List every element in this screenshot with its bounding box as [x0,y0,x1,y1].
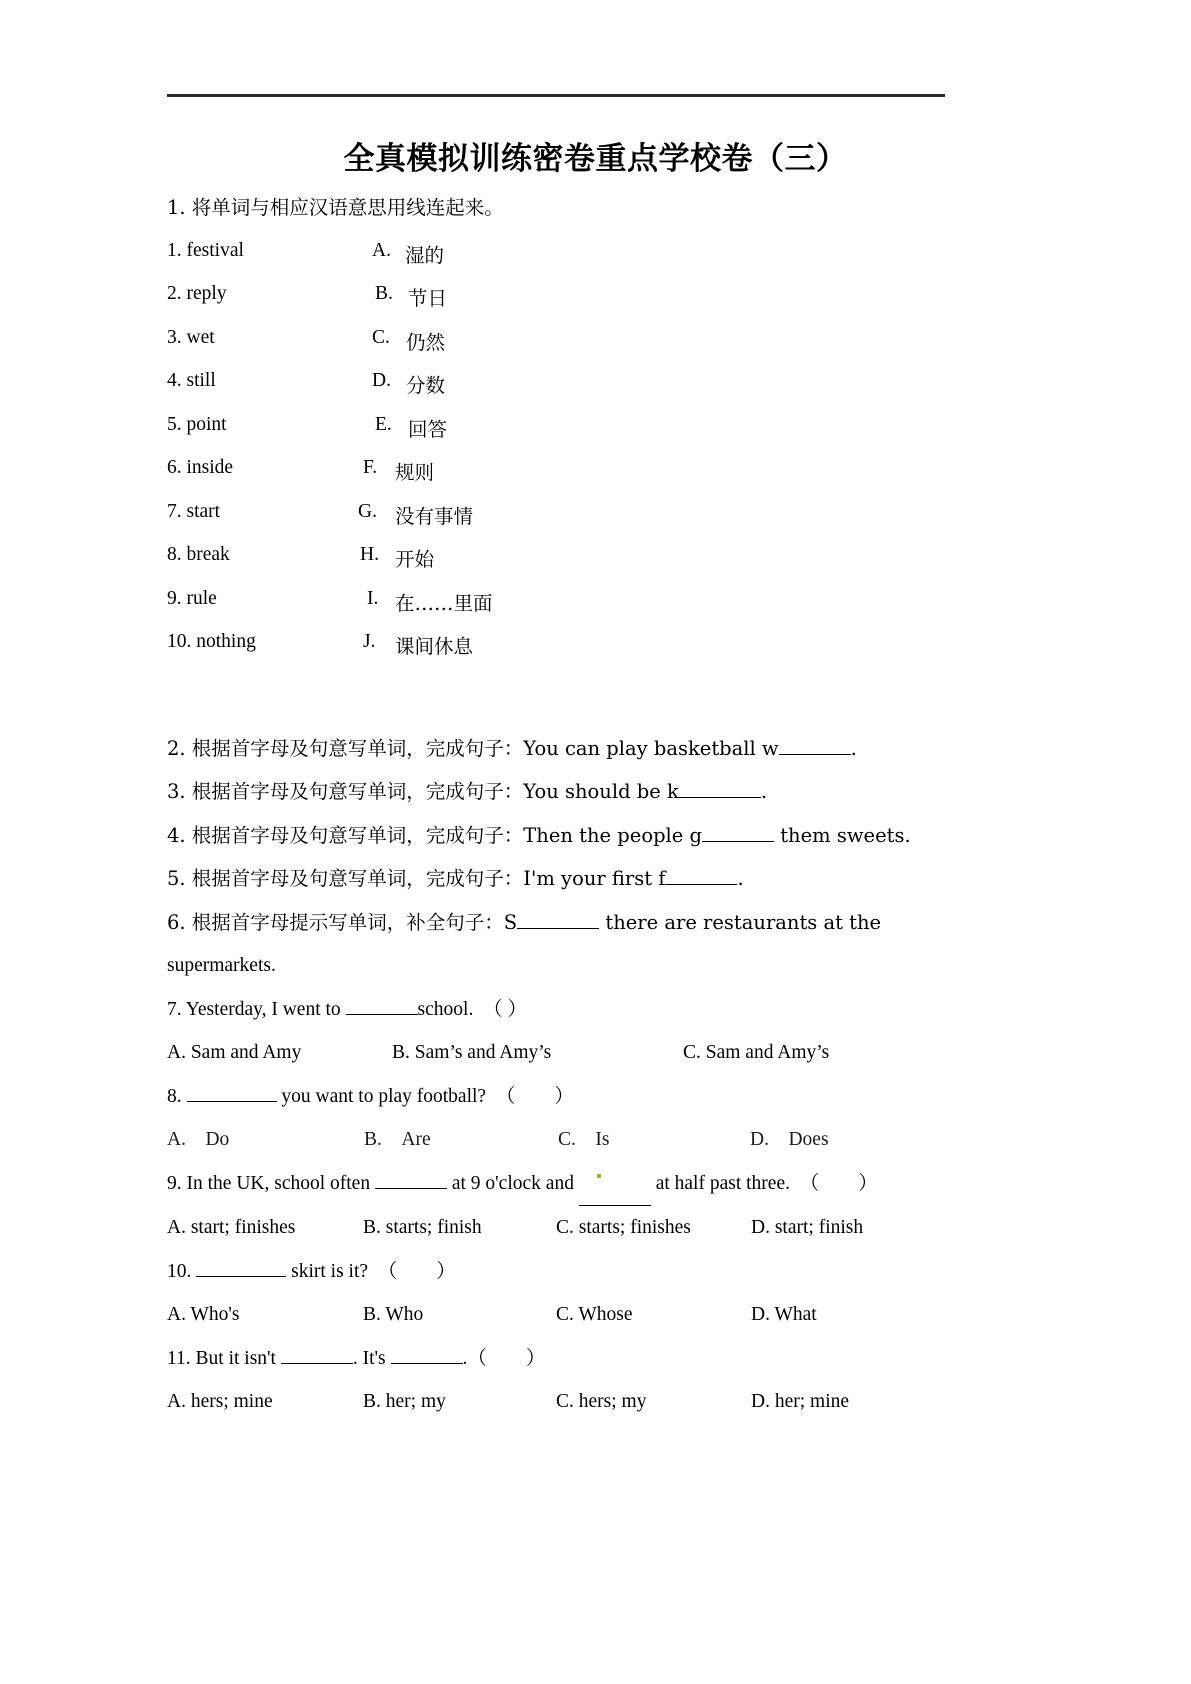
question-6-blank[interactable] [517,928,599,929]
question-4-suffix: them sweets. [774,823,911,847]
question-7-suffix: school. （ ） [417,998,527,1020]
question-4-text: 4. 根据首字母及句意写单词，完成句子：Then the people g [167,823,703,847]
option-a[interactable]: A. Do [167,1129,230,1150]
question-2-suffix: . [850,736,857,760]
option-c[interactable]: C. starts; finishes [556,1217,691,1238]
match-word: 4. still [167,370,216,391]
question-8-blank[interactable] [187,1101,277,1102]
question-2 [167,727,967,771]
match-letter: F. [363,457,378,478]
question-9-blank-2[interactable] [579,1162,651,1207]
section-spacer [167,675,967,727]
question-10-suffix: skirt is it? （ ） [286,1260,456,1282]
question-6-text: 6. 根据首字母提示写单词，补全句子：S [167,910,518,934]
question-2-text: 2. 根据首字母及句意写单词，完成句子：You can play basketball w [167,736,779,760]
match-meaning: 湿的 [405,243,445,267]
option-b[interactable]: B. Are [364,1129,431,1150]
question-3-text: 3. 根据首字母及句意写单词，完成句子：You should be k [167,780,679,803]
match-meaning: 分数 [406,374,446,397]
match-row [167,283,967,327]
match-meaning: 开始 [395,548,435,571]
match-meaning: 仍然 [406,330,446,354]
match-word: 10. nothing [167,631,256,652]
question-6-line-2: supermarkets. [167,955,276,976]
scan-artifact-mark [597,1174,601,1178]
option-c[interactable]: C. hers; my [556,1391,647,1412]
question-10-text: 10. [167,1260,197,1282]
question-11-blank-1[interactable] [281,1363,353,1364]
question-11-options [167,1380,967,1424]
match-row [167,588,967,632]
question-5 [167,857,967,901]
match-word: 3. wet [167,326,215,348]
question-3-suffix: . [760,780,768,803]
option-b[interactable]: B. Sam’s and Amy’s [392,1042,552,1063]
match-word: 8. break [167,544,230,565]
match-letter: B. [375,283,393,304]
question-2-blank[interactable] [779,754,851,755]
question-8-options [167,1118,967,1162]
question-5-suffix: . [737,867,744,890]
option-b[interactable]: B. starts; finish [363,1217,482,1238]
question-8 [167,1075,967,1119]
option-a[interactable]: A. Sam and Amy [167,1042,302,1063]
match-word: 7. start [167,500,221,522]
match-word: 2. reply [167,283,227,304]
match-letter: G. [358,500,377,522]
match-row [167,327,967,371]
match-letter: A. [372,239,391,261]
question-7-blank[interactable] [346,1014,418,1015]
question-6-line-1 [167,901,967,945]
match-meaning: 回答 [408,417,448,441]
match-letter: D. [372,370,391,391]
match-meaning: 节日 [408,287,448,310]
match-word: 9. rule [167,587,217,609]
section-1-instruction: 1. 将单词与相应汉语意思用线连起来。 [167,196,504,219]
question-3 [167,770,967,814]
option-b[interactable]: B. Who [363,1304,424,1325]
match-row [167,631,967,675]
question-10-options [167,1293,967,1337]
question-10-blank[interactable] [196,1276,286,1277]
match-meaning: 规则 [395,461,435,484]
option-d[interactable]: D. her; mine [751,1391,850,1412]
question-9 [167,1162,967,1207]
option-a[interactable]: A. hers; mine [167,1391,273,1412]
matching-list [167,240,967,675]
match-word: 5. point [167,413,227,435]
option-c[interactable]: C. Is [558,1129,610,1150]
option-c[interactable]: C. Whose [556,1304,633,1325]
question-11-blank-2[interactable] [391,1363,463,1364]
match-row [167,414,967,458]
question-3-blank[interactable] [679,797,761,798]
option-a[interactable]: A. Who's [167,1304,240,1325]
question-11-suffix: .（ ） [462,1347,546,1369]
question-4-blank[interactable] [702,841,774,842]
question-7 [167,988,967,1032]
option-a[interactable]: A. start; finishes [167,1217,296,1238]
match-letter: C. [372,326,390,348]
question-6-middle: there are restaurants at the [599,910,882,934]
match-word: 1. festival [167,239,244,261]
question-9-middle: at 9 o'clock and [446,1172,579,1194]
question-4 [167,814,967,858]
page-title: 全真模拟训练密卷重点学校卷（三） [343,141,848,177]
match-meaning: 在……里面 [395,591,493,615]
question-7-text: 7. Yesterday, I went to [167,998,346,1020]
question-10 [167,1250,967,1294]
option-d[interactable]: D. What [751,1304,817,1325]
option-d[interactable]: D. Does [750,1129,829,1150]
question-9-options [167,1206,967,1250]
question-11-text: 11. But it isn't [167,1347,281,1369]
match-row [167,544,967,588]
question-9-text: 9. In the UK, school often [167,1172,375,1194]
match-letter: E. [375,413,392,435]
match-letter: H. [360,544,379,565]
question-11-middle: . It's [352,1347,391,1369]
option-c[interactable]: C. Sam and Amy’s [683,1042,830,1063]
question-7-options [167,1031,967,1075]
match-row [167,501,967,545]
match-row [167,370,967,414]
match-meaning: 没有事情 [395,504,474,528]
exam-content [167,198,967,1424]
question-5-text: 5. 根据首字母及句意写单词，完成句子：I'm your first f [167,867,666,890]
match-row [167,457,967,501]
option-d[interactable]: D. start; finish [751,1217,864,1238]
question-8-text: 8. [167,1085,187,1107]
question-11 [167,1337,967,1381]
match-letter: I. [367,587,379,609]
question-8-suffix: you want to play football? （ ） [276,1085,574,1107]
option-b[interactable]: B. her; my [363,1391,446,1412]
question-9-suffix: at half past three. （ ） [650,1172,878,1194]
question-5-blank[interactable] [665,884,737,885]
header-divider-line [167,94,945,97]
match-word: 6. inside [167,457,234,478]
match-meaning: 课间休息 [395,635,474,658]
question-9-blank-1[interactable] [375,1188,447,1189]
match-row [167,240,967,284]
match-letter: J. [363,631,376,652]
